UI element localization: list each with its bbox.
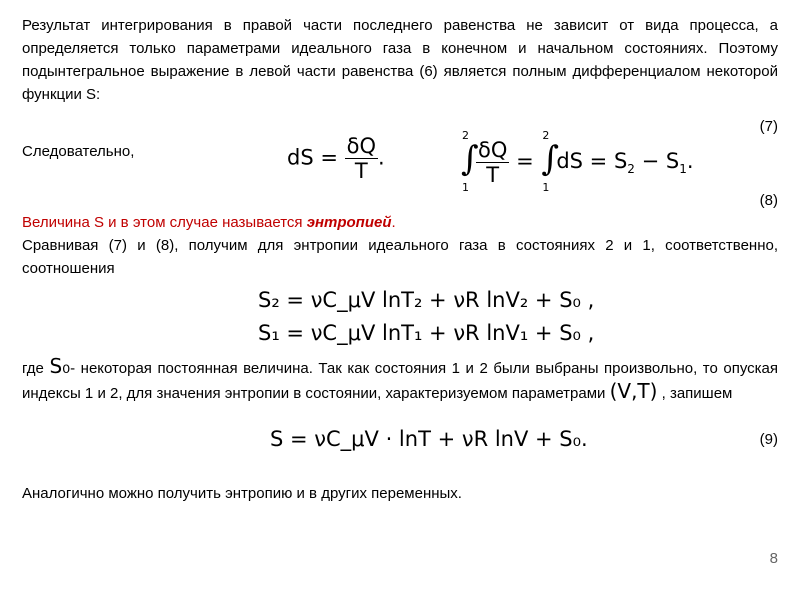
entropy-definition: Величина S и в этом случае называется энтропией. xyxy=(22,214,396,231)
page-number: 8 xyxy=(769,550,778,567)
eq7-lhs: dS = xyxy=(287,145,345,170)
integral-sign: 2 ∫ 1 xyxy=(461,129,479,194)
equation-7-number: (7) xyxy=(759,118,778,135)
comparison-paragraph: Сравнивая (7) и (8), получим для энтропии идеального газа в состояниях 2 и 1, соответственно, соотношения xyxy=(22,237,778,277)
equation-9: S = νC_μV · lnT + νR lnV + S₀. xyxy=(270,427,588,451)
where-paragraph: где S₀- некоторая постоянная величина. Так как состояния 1 и 2 были выбраны произвольно, то опуская индексы 1 и 2, для значения энтропии в состоянии, характеризуемом параметрами (V,T) , запишем xyxy=(22,354,779,403)
sledovatelno-text: Следовательно, xyxy=(22,143,135,160)
eq7-tail: . xyxy=(378,145,385,170)
s0-symbol: S₀ xyxy=(49,354,71,378)
equation-8: 2 ∫ 1 $\frac{\delta Q}{T}$ = 2 ∫ 1 dS = $S_2 - S_1$. xyxy=(461,129,694,194)
equation-s1: S₁ = νC_μV lnT₁ + νR lnV₁ + S₀ , xyxy=(258,321,595,345)
eq7-denominator: T xyxy=(354,159,368,183)
eq7-numerator: δQ xyxy=(346,134,376,158)
vt-parameters: (V,T) xyxy=(609,379,658,403)
equation-7 xyxy=(287,134,385,183)
eq8-fraction: $\frac{\delta Q}{T}$ xyxy=(478,137,508,187)
equation-s2: S₂ = νC_μV lnT₂ + νR lnV₂ + S₀ , xyxy=(258,288,595,312)
closing-paragraph: Аналогично можно получить энтропию и в других переменных. xyxy=(22,485,462,502)
eq7-fraction xyxy=(345,134,378,183)
equation-9-number: (9) xyxy=(759,431,778,448)
equation-8-number: (8) xyxy=(759,192,778,209)
integral-sign: 2 ∫ 1 xyxy=(541,129,560,194)
entropy-term: энтропией xyxy=(306,214,392,231)
intro-paragraph: Результат интегрирования в правой части последнего равенства не зависит от вида процесса, а определяется только параметрами идеального газа в конечном и начальном состояниях. Поэтому подынтегральное выражение в левой части равенства (6) является полным дифференциалом некоторой функции S: xyxy=(22,17,778,103)
